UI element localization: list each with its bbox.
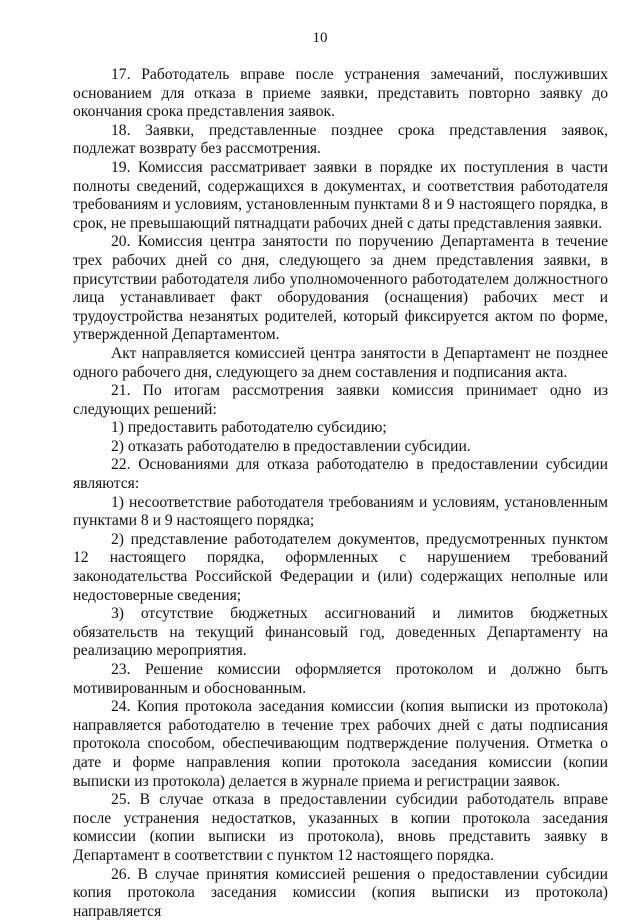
paragraph-21-item-2: 2) отказать работодателю в предоставлении субсидии. — [111, 437, 471, 455]
paragraph-25: 25. В случае отказа в предоставлении субсидии работодатель вправе после устранения недостатков, указанных в копии протокола заседания комиссии (копии выписки из протокола), вновь представить заявку в Департамент в соответствии с пунктом 12 настоящего порядка. — [73, 791, 608, 864]
paragraph-22-item-3: 3) отсутствие бюджетных ассигнований и лимитов бюджетных обязательств на текущий финансовый год, доведенных Департаменту на реализацию мероприятия. — [73, 605, 608, 660]
paragraph-23: 23. Решение комиссии оформляется протоколом и должно быть мотивированным и обоснованным. — [73, 661, 608, 697]
paragraph-22-item-2: 2) представление работодателем документов, предусмотренных пунктом 12 настоящего порядка, оформленных с нарушением требований законодательства Российской Федерации и (или) содержащих неполные или недостоверные сведения; — [73, 530, 608, 604]
paragraph-19: 19. Комиссия рассматривает заявки в порядке их поступления в части полноты сведений, содержащихся в документах, и соответствия работодателя требованиям и условиям, установленным пунктами 8 и 9 настоящего порядка, в срок, не превышающий пятнадцати рабочих дней с даты представления заявки. — [73, 158, 608, 232]
paragraph-22-item-1: 1) несоответствие работодателя требованиям и условиям, установленным пунктами 8 и 9 настоящего порядка; — [73, 493, 608, 530]
paragraph-21: 21. По итогам рассмотрения заявки комиссия принимает одно из следующих решений: — [73, 382, 608, 418]
paragraph-20: 20. Комиссия центра занятости по поручению Департамента в течение трех рабочих дней со дня, следующего за днем представления заявки, в присутствии работодателя либо уполномоченного работодателем должностного лица устанавливает факт оборудования (оснащения) рабочих мест и трудоустройства незанятых родителей, который фиксируется актом по форме, утвержденной Департаментом. — [73, 233, 608, 344]
paragraph-26: 26. В случае принятия комиссией решения о предоставлении субсидии копия протокола заседания комиссии (копия выписки из протокола) направляется — [73, 865, 608, 920]
paragraph-21-item-1: 1) предоставить работодателю субсидию; — [111, 419, 387, 437]
paragraph-17: 17. Работодатель вправе после устранения замечаний, послуживших основанием для отказа в приеме заявки, представить повторно заявку до окончания срока представления заявок. — [73, 66, 608, 121]
paragraph-18: 18. Заявки, представленные позднее срока представления заявок, подлежат возврату без рассмотрения. — [73, 121, 608, 158]
page-number: 10 — [312, 30, 328, 46]
document-body — [73, 66, 608, 921]
paragraph-act: Акт направляется комиссией центра занятости в Департамент не позднее одного рабочего дня, следующего за днем составления и подписания акта. — [73, 344, 608, 381]
paragraph-22: 22. Основаниями для отказа работодателю в предоставлении субсидии являются: — [73, 456, 608, 493]
paragraph-24: 24. Копия протокола заседания комиссии (копия выписки из протокола) направляется работодателю в течение трех рабочих дней с даты подписания протокола способом, обеспечивающим подтверждение получения. Отметка о дате и форме направления копии протокола заседания комиссии (копии выписки из протокола) делается в журнале приема и регистрации заявок. — [73, 698, 608, 790]
